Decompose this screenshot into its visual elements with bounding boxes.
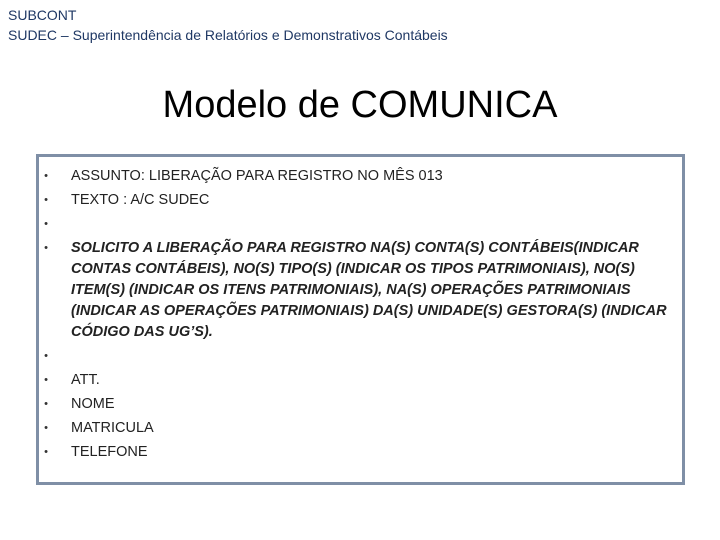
list-item xyxy=(40,394,680,415)
bullet-icon: • xyxy=(44,446,48,458)
bullet-icon: • xyxy=(44,374,48,386)
list-item xyxy=(40,190,680,211)
bullet-icon: • xyxy=(44,218,48,230)
bullet-icon: • xyxy=(44,242,48,254)
header xyxy=(8,5,448,45)
bullet-icon: • xyxy=(44,422,48,434)
list-item-text: MATRICULA xyxy=(71,420,154,436)
list-item xyxy=(40,418,680,439)
list-item-text: ATT. xyxy=(71,372,100,388)
bullet-icon: • xyxy=(44,170,48,182)
list-item-text: ASSUNTO: LIBERAÇÃO PARA REGISTRO NO MÊS 013 xyxy=(71,168,443,184)
header-line-subcont: SUBCONT xyxy=(8,7,77,23)
header-line-sudec: SUDEC – Superintendência de Relatórios e Demonstrativos Contábeis xyxy=(8,27,448,43)
list-item-text: TELEFONE xyxy=(71,444,148,460)
list-item-text: SOLICITO A LIBERAÇÃO PARA REGISTRO NA(S) CONTA(S) CONTÁBEIS(INDICAR CONTAS CONTÁBEIS), NO(S) TIPO(S) (INDICAR OS TIPOS PATRIMONIAIS), NO(S) ITEM(S) (INDICAR OS ITENS PATRIMONIAIS), NA(S) OPERAÇÕES PATRIMONIAIS (INDICAR AS OPERAÇÕES PATRIMONIAIS) DA(S) UNIDADE(S) GESTORA(S) (INDICAR CÓDIGO DAS UG’S). xyxy=(71,240,667,340)
slide-title: Modelo de COMUNICA xyxy=(162,84,558,126)
list-item xyxy=(40,214,680,235)
list-item xyxy=(40,346,680,367)
list-item xyxy=(40,166,680,187)
bullet-icon: • xyxy=(44,398,48,410)
list-item-text: NOME xyxy=(71,396,115,412)
list-item xyxy=(40,238,680,343)
list-item xyxy=(40,370,680,391)
bullet-list xyxy=(40,166,680,466)
list-item-text: TEXTO : A/C SUDEC xyxy=(71,192,210,208)
bullet-icon: • xyxy=(44,350,48,362)
list-item xyxy=(40,442,680,463)
bullet-icon: • xyxy=(44,194,48,206)
